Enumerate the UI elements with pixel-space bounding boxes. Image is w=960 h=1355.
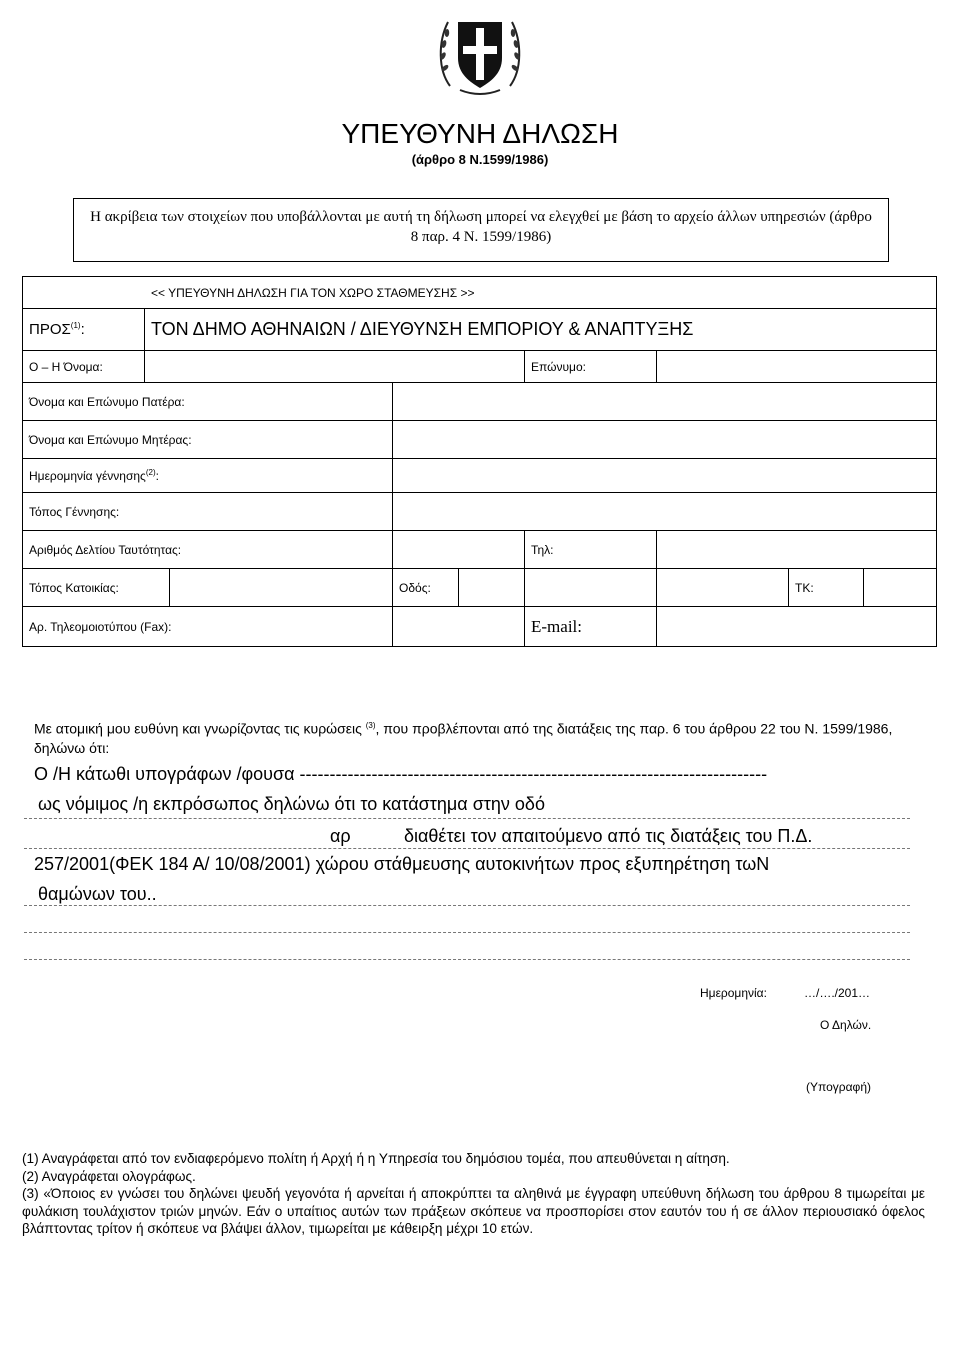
fill-line[interactable] [24,959,910,960]
accuracy-notice: Η ακρίβεια των στοιχείων που υποβάλλονται με αυτή τη δήλωση μπορεί να ελεγχθεί με βάση το αρχείο άλλων υπηρεσιών (άρθρο 8 παρ. 4 Ν. 1599/1986) [73,198,889,262]
declaration-line-2: ως νόμιμος /η εκπρόσωπος δηλώνω ότι το κατάστημα στην οδό [38,794,545,814]
declaration-line-3: διαθέτει τον απαιτούμενο από τις διατάξεις του Π.Δ. [404,826,813,846]
fill-line[interactable] [24,848,910,849]
recipient-label: ΠΡΟΣ$^{(1)}$: [23,309,145,351]
footnotes [22,1150,925,1238]
declaration-line-3-number: αρ [330,826,351,846]
signature-label: (Υπογραφή) [806,1080,871,1094]
footnote-2: (2) Αναγράφεται ολογράφως. [22,1168,196,1184]
email-field[interactable] [657,607,937,647]
father-name-field[interactable] [393,383,937,421]
fill-line[interactable] [24,905,910,906]
fax-label: Αρ. Τηλεομοιοτύπου (Fax): [23,607,393,647]
street-extra-field[interactable] [657,569,789,607]
declaration-intro: Με ατομική μου ευθύνη και γνωρίζοντας τις κυρώσεις $^{(3)}$, που προβλέπονται από της διατάξεις της παρ. 6 του άρθρου 22 του Ν. 1599/1986, δηλώνω ότι: [34,720,893,756]
postcode-field[interactable] [864,569,937,607]
phone-label: Τηλ: [525,531,657,569]
id-number-field[interactable] [393,531,525,569]
first-name-label: Ο – Η Όνομα: [23,351,145,383]
surname-field[interactable] [657,351,937,383]
date-value: …/…./201… [804,986,871,1000]
email-label: E-mail: [525,607,657,647]
declaration-line-5: θαμώνων του.. [38,884,157,904]
declaration-form [22,276,937,647]
birth-date-field[interactable] [393,459,937,493]
footnote-3: (3) «Όποιος εν γνώσει του δηλώνει ψευδή γεγονότα ή αρνείται ή αποκρύπτει τα αληθινά με έγγραφη υπεύθυνη δήλωση του άρθρου 8 τιμωρείται με φυλάκιση τουλάχιστον τριών μηνών. Εάν ο υπαίτιος αυτών των πράξεων σκόπευε να προσπορίσει στον εαυτόν του ή σε άλλον περιουσιακό όφελος βλάπτοντας τρίτον ή σκόπευε να βλάψει άλλον, τιμωρείται με κάθειρξη μέχρι 10 ετών. [22,1186,925,1236]
declaration-line-4: 257/2001(ΦΕΚ 184 Α/ 10/08/2001) χώρου στάθμευσης αυτοκινήτων προς εξυπηρέτηση τωΝ [34,854,770,874]
footnote-1: (1) Αναγράφεται από τον ενδιαφερόμενο πολίτη ή Αρχή ή η Υπηρεσία του δημόσιου τομέα, που απευθύνεται η αίτηση. [22,1151,730,1166]
declarant-label: Ο Δηλών. [820,1018,872,1032]
residence-label: Τόπος Κατοικίας: [23,569,170,607]
declaration-line-1: Ο /Η κάτωθι υπογράφων /φουσα ------------------------------------------------------------------------------ [34,764,768,784]
document-title: ΥΠΕΥΘΥΝΗ ΔΗΛΩΣΗ [341,118,619,149]
recipient-value: ΤΟΝ ΔΗΜΟ ΑΘΗΝΑΙΩΝ / ΔΙΕΥΘΥΝΣΗ ΕΜΠΟΡΙΟΥ & ΑΝΑΠΤΥΞΗΣ [145,309,937,351]
form-heading: << ΥΠΕΥΘΥΝΗ ΔΗΛΩΣΗ ΓΙΑ ΤΟΝ ΧΩΡΟ ΣΤΑΘΜΕΥΣΗΣ >> [23,277,937,309]
street-number-field[interactable] [525,569,657,607]
first-name-field[interactable] [145,351,525,383]
postcode-label: ΤΚ: [789,569,864,607]
birth-place-label: Τόπος Γέννησης: [23,493,393,531]
fill-line[interactable] [24,818,910,819]
fill-line[interactable] [24,932,910,933]
street-label: Οδός: [393,569,459,607]
residence-field[interactable] [170,569,393,607]
mother-name-field[interactable] [393,421,937,459]
date-label: Ημερομηνία: [700,986,767,1000]
birth-date-label: Ημερομηνία γέννησης$^{(2)}$: [23,459,393,493]
mother-name-label: Όνομα και Επώνυμο Μητέρας: [23,421,393,459]
phone-field[interactable] [657,531,937,569]
fax-field[interactable] [393,607,525,647]
father-name-label: Όνομα και Επώνυμο Πατέρα: [23,383,393,421]
birth-place-field[interactable] [393,493,937,531]
greek-coat-of-arms-icon [434,8,526,100]
street-field[interactable] [459,569,525,607]
id-number-label: Αριθμός Δελτίου Ταυτότητας: [23,531,393,569]
document-subtitle: (άρθρο 8 Ν.1599/1986) [411,152,549,167]
surname-label: Επώνυμο: [525,351,657,383]
